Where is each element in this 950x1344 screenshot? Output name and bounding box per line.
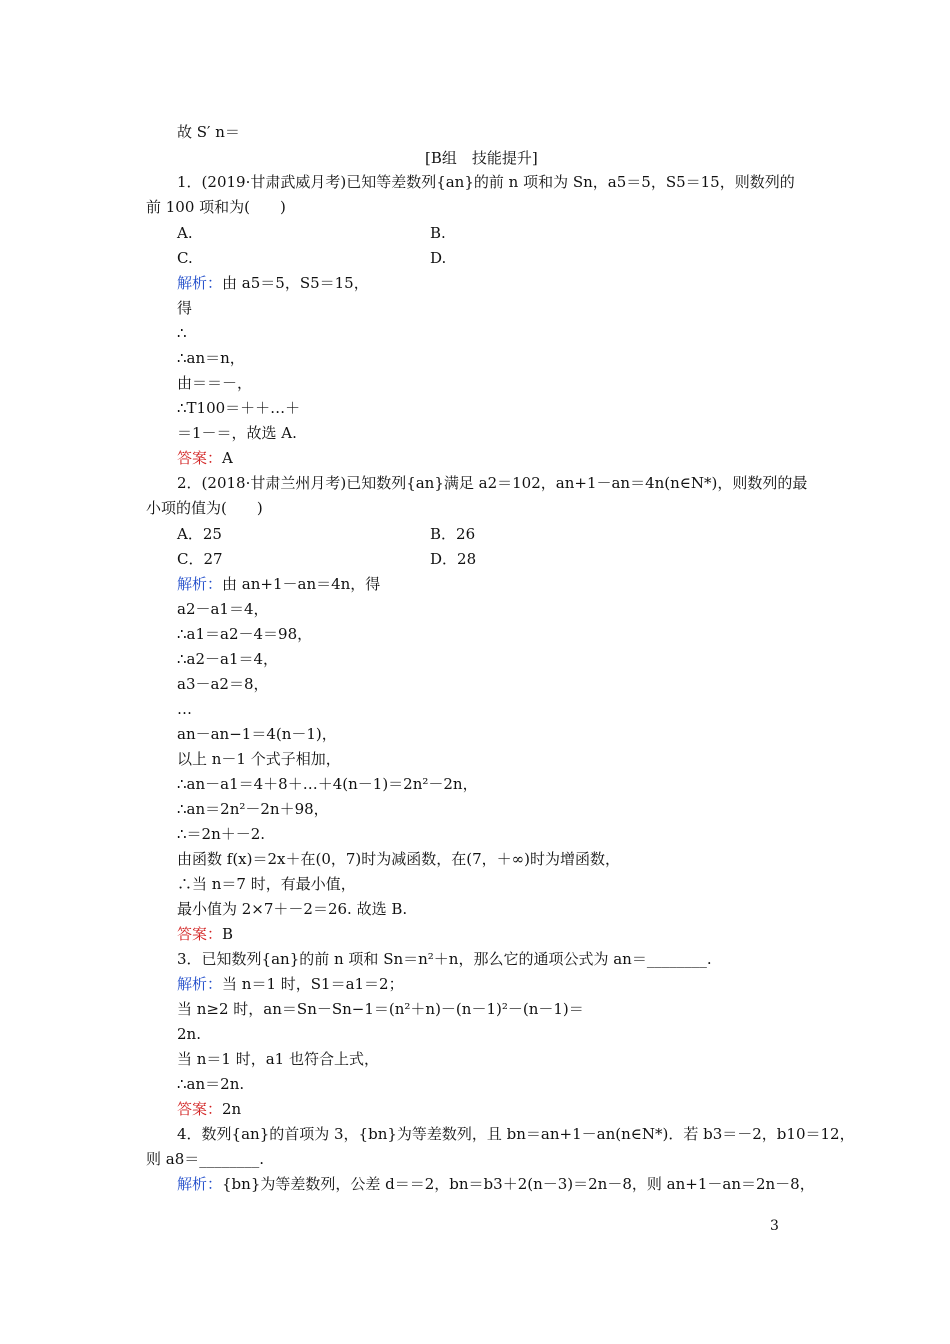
text-segment: 2n: [222, 1100, 242, 1118]
text-segment: A．25: [177, 525, 222, 543]
text-line: [430, 221, 446, 246]
text-segment: 以上 n－1 个式子相加，: [177, 750, 341, 768]
text-segment: ＝1－＝，故选 A.: [177, 424, 297, 442]
text-line: [146, 496, 263, 521]
text-line: [177, 722, 337, 747]
text-line: [177, 396, 300, 421]
label-segment: 解析：: [177, 1175, 223, 1193]
text-line: [177, 120, 240, 145]
text-line: [177, 471, 807, 496]
text-segment: ∴an＝2n.: [177, 1075, 245, 1093]
text-segment: [B组 技能提升]: [425, 149, 538, 167]
text-line: [146, 1147, 264, 1172]
text-line: [430, 246, 446, 271]
text-segment: 当 n＝1 时，S1＝a1＝2；: [222, 975, 404, 993]
text-line: [177, 847, 620, 872]
text-line: [177, 1022, 201, 1047]
text-segment: ∴: [177, 324, 187, 342]
text-segment: ∴an＝n，: [177, 349, 245, 367]
text-line: [425, 146, 538, 171]
text-segment: B: [222, 925, 234, 943]
text-segment: 前 100 项和为( ): [146, 198, 286, 216]
text-line: [177, 672, 269, 697]
text-line: [177, 1172, 815, 1197]
text-segment: D.: [430, 249, 447, 267]
text-line: [177, 647, 278, 672]
text-line: [177, 772, 478, 797]
text-line: [177, 421, 297, 446]
label-segment: 答案：: [177, 925, 223, 943]
text-segment: a2－a1＝4，: [177, 600, 269, 618]
text-line: [177, 271, 369, 296]
text-segment: 小项的值为( ): [146, 499, 263, 517]
text-line: [177, 371, 252, 396]
text-line: [177, 246, 193, 271]
text-line: [177, 170, 795, 195]
text-segment: A: [222, 449, 233, 467]
label-segment: 答案：: [177, 1100, 223, 1118]
text-line: [177, 822, 265, 847]
text-segment: 故 S′ n＝: [177, 123, 240, 141]
text-line: [177, 622, 312, 647]
page-number: 3: [770, 1218, 779, 1234]
text-line: [177, 221, 193, 246]
text-segment: C.: [177, 249, 193, 267]
text-segment: B.: [430, 224, 446, 242]
text-line: [177, 522, 222, 547]
text-line: [177, 997, 584, 1022]
text-line: [177, 1047, 379, 1072]
text-segment: 3．已知数列{an}的前 n 项和 Sn＝n²＋n，那么它的通项公式为 an＝________.: [177, 950, 712, 968]
text-segment: D．28: [430, 550, 477, 568]
label-segment: 解析：: [177, 575, 223, 593]
text-segment: 4．数列{an}的首项为 3，{bn}为等差数列，且 bn＝an+1－an(n∈N*)．若 b3＝－2，b10＝12，: [177, 1125, 855, 1143]
text-segment: 由 an+1－an＝4n，得: [222, 575, 381, 593]
text-segment: an－an−1＝4(n－1)，: [177, 725, 337, 743]
text-line: [177, 922, 233, 947]
text-line: [177, 872, 356, 897]
text-segment: ∴an－a1＝4＋8＋…＋4(n－1)＝2n²－2n，: [177, 775, 478, 793]
text-line: [430, 547, 476, 572]
text-line: [177, 547, 223, 572]
text-line: [177, 897, 407, 922]
text-segment: 由 a5＝5，S5＝15，: [222, 274, 369, 292]
text-segment: ∴an＝2n²－2n＋98，: [177, 800, 329, 818]
text-line: [177, 972, 404, 997]
text-line: [177, 446, 233, 471]
text-line: [146, 195, 286, 220]
text-segment: 当 n＝1 时，a1 也符合上式，: [177, 1050, 379, 1068]
text-line: [177, 1122, 855, 1147]
text-segment: ∴a2－a1＝4，: [177, 650, 279, 668]
text-line: [177, 321, 187, 346]
text-segment: C．27: [177, 550, 223, 568]
text-segment: 由函数 f(x)＝2x＋在(0，7)时为减函数，在(7，＋∞)时为增函数，: [177, 850, 621, 868]
text-line: [177, 597, 269, 622]
text-segment: 1．(2019·甘肃武威月考)已知等差数列{an}的前 n 项和为 Sn，a5＝5，S5＝15，则数列的: [177, 173, 795, 191]
text-line: [177, 1072, 244, 1097]
text-segment: …: [177, 700, 192, 718]
text-line: [177, 747, 341, 772]
text-segment: 2．(2018·甘肃兰州月考)已知数列{an}满足 a2＝102，an+1－an＝4n(n∈N*)，则数列的最: [177, 474, 808, 492]
text-segment: 当 n≥2 时，an＝Sn－Sn−1＝(n²＋n)－(n－1)²－(n－1)＝: [177, 1000, 584, 1018]
text-segment: 得: [177, 299, 193, 317]
text-segment: 则 a8＝________.: [146, 1150, 265, 1168]
text-segment: 最小值为 2×7＋－2＝26. 故选 B.: [177, 900, 408, 918]
text-line: [177, 346, 245, 371]
label-segment: 解析：: [177, 975, 223, 993]
label-segment: 答案：: [177, 449, 223, 467]
text-segment: ∴a1＝a2－4＝98，: [177, 625, 313, 643]
text-segment: 由＝＝－，: [177, 374, 253, 392]
text-line: [177, 697, 192, 722]
label-segment: 解析：: [177, 274, 223, 292]
text-segment: a3－a2＝8，: [177, 675, 269, 693]
text-line: [177, 572, 380, 597]
text-line: [177, 947, 712, 972]
text-line: [430, 522, 475, 547]
text-segment: {bn}为等差数列，公差 d＝＝2，bn＝b3＋2(n－3)＝2n－8，则 an+1－an＝2n－8，: [222, 1175, 815, 1193]
text-segment: ∴＝2n＋－2.: [177, 825, 266, 843]
text-segment: A.: [177, 224, 193, 242]
text-line: [177, 1097, 241, 1122]
text-segment: ∴当 n＝7 时，有最小值，: [177, 875, 356, 893]
text-line: [177, 797, 329, 822]
text-segment: ∴T100＝＋＋…＋: [177, 399, 301, 417]
text-segment: B．26: [430, 525, 476, 543]
text-segment: 2n.: [177, 1025, 201, 1043]
text-line: [177, 296, 192, 321]
